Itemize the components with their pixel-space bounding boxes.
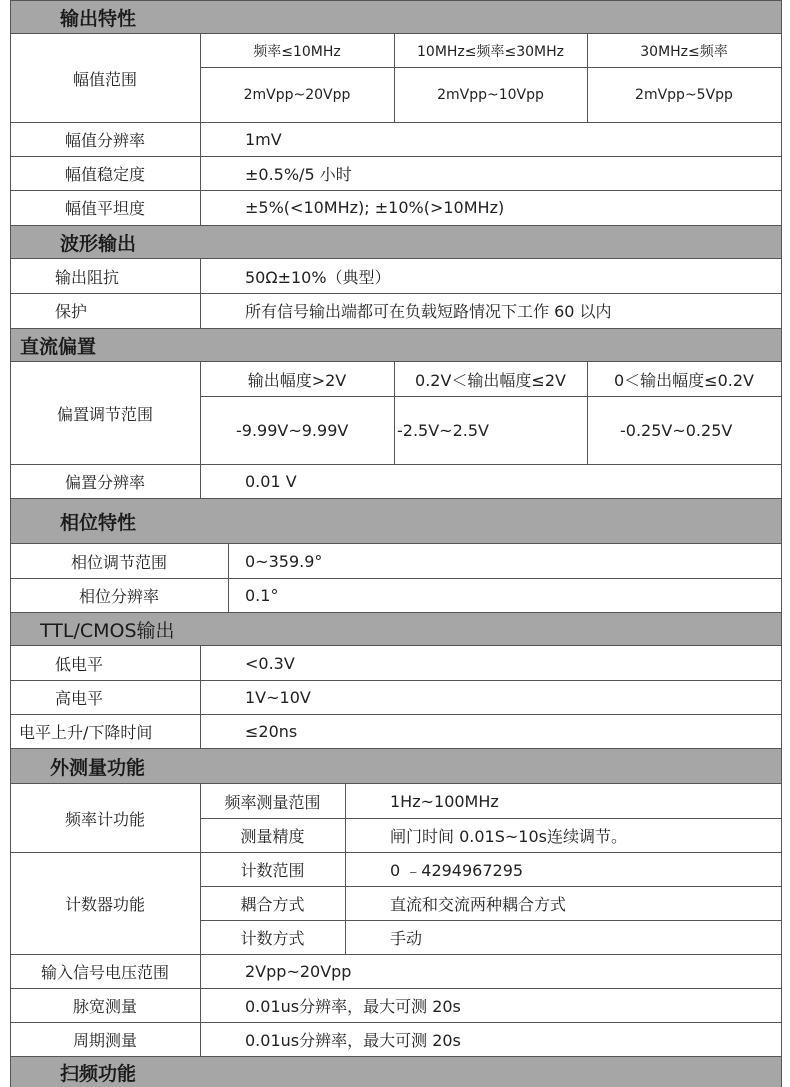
amplitude-stability-label: 幅值稳定度 [64, 164, 145, 184]
input-voltage-value: 2Vpp~20Vpp [245, 961, 352, 981]
pulse-width-value: 0.01us分辨率，最大可测 20s [245, 996, 461, 1016]
protection-value: 所有信号输出端都可在负载短路情况下工作 60 以内 [245, 302, 612, 321]
amplitude-resolution-value: 1mV [245, 129, 282, 149]
offset-header-3: 0＜输出幅度≤0.2V [614, 370, 754, 390]
count-range-label: 计数范围 [240, 860, 305, 880]
amplitude-flatness-label: 幅值平坦度 [64, 199, 145, 218]
offset-value-3: -0.25V~0.25V [620, 420, 733, 440]
section-output-characteristics [10, 0, 782, 34]
offset-range-label: 偏置调节范围 [56, 404, 153, 424]
impedance-label: 输出阻抗 [55, 267, 120, 287]
coupling-value: 直流和交流两种耦合方式 [390, 894, 567, 914]
rise-time-value: ≤20ns [245, 721, 298, 741]
amplitude-flatness-value: ±5%(<10MHz); ±10%(>10MHz) [245, 198, 505, 217]
freq-range-label: 频率测量范围 [224, 792, 321, 812]
offset-resolution-label: 偏置分辨率 [64, 472, 145, 492]
low-level-label: 低电平 [55, 654, 104, 674]
phase-range-value: 0~359.9° [245, 551, 323, 571]
protection-label: 保护 [55, 302, 88, 321]
freq-range-value: 1Hz~100MHz [390, 791, 499, 811]
freq-counter-label: 频率计功能 [64, 809, 145, 829]
count-mode-value: 手动 [390, 928, 423, 948]
section-sweep-function [10, 1056, 782, 1087]
period-value: 0.01us分辨率，最大可测 20s [245, 1030, 461, 1050]
section-title: 输出特性 [60, 7, 137, 30]
count-range-value: 0 ﹣4294967295 [390, 860, 524, 880]
high-level-value: 1V~10V [245, 687, 311, 707]
accuracy-label: 测量精度 [240, 826, 305, 846]
freq-header-1: 频率≤10MHz [253, 43, 341, 60]
section-title: 外测量功能 [50, 756, 146, 779]
offset-value-1: -9.99V~9.99V [236, 420, 349, 440]
section-waveform-output [10, 225, 782, 259]
high-level-label: 高电平 [55, 688, 104, 708]
section-title: 扫频功能 [60, 1062, 137, 1085]
section-dc-offset [10, 328, 782, 362]
amplitude-range-value-1: 2mVpp~20Vpp [243, 86, 351, 103]
low-level-value: <0.3V [245, 653, 295, 673]
accuracy-value: 闸门时间 0.01S~10s连续调节。 [390, 826, 627, 846]
count-mode-label: 计数方式 [240, 928, 305, 948]
phase-resolution-value: 0.1° [245, 585, 279, 605]
section-external-measurement [10, 748, 782, 784]
freq-header-2: 10MHz≤频率≤30MHz [417, 43, 564, 60]
section-title: 波形输出 [60, 232, 137, 255]
phase-range-label: 相位调节范围 [70, 552, 167, 572]
amplitude-range-value-3: 2mVpp~5Vpp [635, 86, 733, 103]
section-title: TTL/CMOS输出 [40, 619, 175, 642]
period-label: 周期测量 [72, 1030, 137, 1050]
amplitude-range-value-2: 2mVpp~10Vpp [437, 86, 544, 103]
amplitude-resolution-label: 幅值分辨率 [64, 130, 145, 150]
section-phase-characteristics [10, 498, 782, 544]
offset-resolution-value: 0.01 V [245, 471, 297, 491]
coupling-label: 耦合方式 [240, 894, 305, 914]
offset-header-2: 0.2V＜输出幅度≤2V [415, 370, 566, 390]
section-ttl-cmos-output [10, 612, 782, 646]
rise-time-label: 电平上升/下降时间 [19, 722, 153, 742]
impedance-value: 50Ω±10%（典型） [245, 267, 391, 287]
section-title: 直流偏置 [20, 335, 97, 358]
offset-header-1: 输出幅度>2V [247, 370, 347, 390]
amplitude-stability-value: ±0.5%/5 小时 [245, 164, 352, 184]
pulse-width-label: 脉宽测量 [72, 996, 137, 1016]
phase-resolution-label: 相位分辨率 [78, 586, 159, 606]
freq-header-3: 30MHz≤频率 [640, 43, 728, 60]
input-voltage-label: 输入信号电压范围 [40, 962, 169, 982]
counter-label: 计数器功能 [64, 894, 145, 914]
amplitude-range-label: 幅值范围 [72, 69, 137, 89]
section-title: 相位特性 [60, 511, 137, 534]
offset-value-2: -2.5V~2.5V [397, 420, 489, 440]
